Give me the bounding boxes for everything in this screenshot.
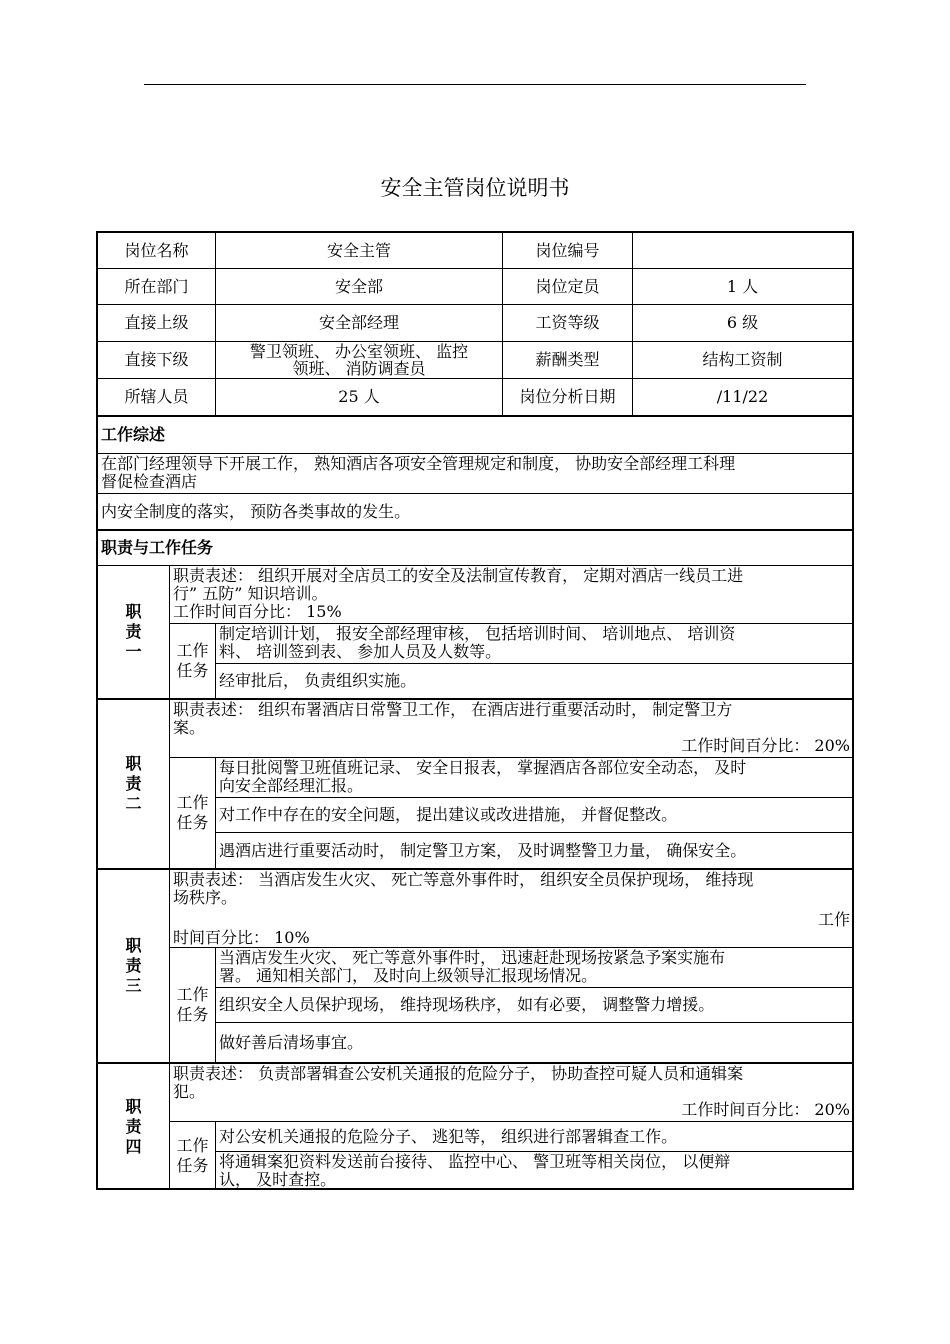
label-staff: 所辖人员 — [98, 379, 216, 417]
duty-1-task-1-line-2: 料、 培训签到表、 参加人员及人数等。 — [219, 642, 502, 661]
duty-2-task-label-text: 工作任务 — [176, 793, 209, 832]
duty-4-task-2 — [216, 1152, 852, 1190]
value-department: 安全部 — [216, 269, 503, 305]
value-staff: 25 人 — [216, 379, 503, 417]
duty-1-task-label — [170, 624, 216, 700]
duty-1-time-percentage: 工作时间百分比： 15% — [173, 602, 342, 621]
value-position-number — [633, 233, 852, 269]
duty-3-task-label — [170, 948, 216, 1064]
duty-3-description — [170, 870, 852, 948]
duty-4-desc-line-2: 犯。 — [173, 1082, 206, 1101]
duty-1-desc-line-2: 行” 五防” 知识培训。 — [173, 584, 328, 603]
duty-3-task-label-text: 工作任务 — [176, 985, 209, 1024]
duty-2-task-3: 遇酒店进行重要活动时， 制定警卫方案， 及时调整警卫力量， 确保安全。 — [216, 833, 852, 870]
value-subordinates — [216, 342, 503, 379]
label-subordinates: 直接下级 — [98, 342, 216, 379]
label-analysis-date: 岗位分析日期 — [503, 379, 633, 417]
duty-4-label-text: 职责四 — [125, 1097, 142, 1156]
job-description-table — [96, 231, 854, 1190]
duty-2-time-percentage: 工作时间百分比： 20% — [681, 736, 850, 755]
duty-4-label — [98, 1064, 170, 1190]
duty-4-task-1: 对公安机关通报的危险分子、 逃犯等， 组织进行部署辑查工作。 — [216, 1122, 852, 1152]
duty-3-task-2: 组织安全人员保护现场， 维持现场秩序， 如有必要， 调整警力增援。 — [216, 988, 852, 1023]
duty-3-desc-line-1: 职责表述： 当酒店发生火灾、 死亡等意外事件时， 组织安全员保护现场， 维持现 — [173, 870, 754, 889]
label-department: 所在部门 — [98, 269, 216, 305]
value-position-name: 安全主管 — [216, 233, 503, 269]
label-position-name: 岗位名称 — [98, 233, 216, 269]
duty-1-desc-line-1: 职责表述： 组织开展对全店员工的安全及法制宣传教育， 定期对酒店一线员工进 — [173, 566, 744, 585]
value-supervisor: 安全部经理 — [216, 305, 503, 342]
value-headcount: 1 人 — [633, 269, 852, 305]
duty-1-task-2: 经审批后， 负责组织实施。 — [216, 664, 852, 700]
duty-2-description — [170, 700, 852, 758]
duty-1-label — [98, 566, 170, 700]
label-position-number: 岗位编号 — [503, 233, 633, 269]
value-analysis-date: /11/22 — [633, 379, 852, 417]
duty-4-desc-line-1: 职责表述： 负责部署辑查公安机关通报的危险分子， 协助查控可疑人员和通辑案 — [173, 1064, 744, 1083]
duty-2-task-1-line-1: 每日批阅警卫班值班记录、 安全日报表， 掌握酒店各部位安全动态， 及时 — [219, 758, 747, 777]
duty-2-desc-line-1: 职责表述： 组织布署酒店日常警卫工作， 在酒店进行重要活动时， 制定警卫方 — [173, 700, 733, 719]
value-pay-grade: 6 级 — [633, 305, 852, 342]
header-rule — [144, 84, 806, 85]
duty-3-task-1 — [216, 948, 852, 988]
duty-1-task-1 — [216, 624, 852, 664]
duty-4-time-percentage: 工作时间百分比： 20% — [681, 1100, 850, 1119]
duty-3-task-3: 做好善后清场事宜。 — [216, 1023, 852, 1064]
duty-1-task-label-text: 工作任务 — [176, 641, 209, 680]
summary-line-1: 在部门经理领导下开展工作， 熟知酒店各项安全管理规定和制度， 协助安全部经理工科理 — [101, 454, 736, 473]
duty-4-description — [170, 1064, 852, 1122]
duty-3-time-percentage: 时间百分比： 10% — [173, 928, 310, 947]
duty-2-label — [98, 700, 170, 870]
duty-3-label — [98, 870, 170, 1064]
label-supervisor: 直接上级 — [98, 305, 216, 342]
duty-3-desc-line-2: 场秩序。 — [173, 888, 238, 907]
duty-3-time-label: 工作 — [817, 910, 850, 929]
value-salary-type: 结构工资制 — [633, 342, 852, 379]
summary-line-3: 内安全制度的落实， 预防各类事故的发生。 — [98, 494, 852, 531]
duty-4-task-2-line-1: 将通辑案犯资料发送前台接待、 监控中心、 警卫班等相关岗位， 以便辩 — [219, 1152, 731, 1171]
duty-1-description — [170, 566, 852, 624]
duty-2-task-1-line-2: 向安全部经理汇报。 — [219, 776, 364, 795]
subordinates-line-2: 领班、 消防调查员 — [292, 359, 426, 378]
duty-2-task-1 — [216, 758, 852, 798]
duty-4-task-label — [170, 1122, 216, 1190]
duty-1-label-text: 职责一 — [125, 602, 142, 661]
summary-text — [98, 454, 852, 494]
label-headcount: 岗位定员 — [503, 269, 633, 305]
duty-4-task-2-line-2: 认， 及时查控。 — [219, 1170, 337, 1189]
label-salary-type: 薪酬类型 — [503, 342, 633, 379]
duty-2-task-2: 对工作中存在的安全问题， 提出建议或改进措施， 并督促整改。 — [216, 798, 852, 833]
duty-4-task-label-text: 工作任务 — [176, 1136, 209, 1175]
duty-1-task-1-line-1: 制定培训计划， 报安全部经理审核， 包括培训时间、 培训地点、 培训资 — [219, 624, 736, 643]
label-pay-grade: 工资等级 — [503, 305, 633, 342]
duty-3-task-1-line-1: 当酒店发生火灾、 死亡等意外事件时， 迅速赶赴现场按紧急予案实施布 — [219, 948, 726, 967]
duty-2-label-text: 职责二 — [125, 754, 142, 813]
page-title: 安全主管岗位说明书 — [380, 176, 570, 200]
summary-line-2: 督促检查酒店 — [101, 472, 198, 491]
summary-heading: 工作综述 — [98, 417, 852, 454]
duty-2-task-label — [170, 758, 216, 870]
duties-heading: 职责与工作任务 — [98, 531, 852, 566]
subordinates-line-1: 警卫领班、 办公室领班、 监控 — [249, 342, 469, 361]
duty-2-desc-line-2: 案。 — [173, 718, 206, 737]
duty-3-task-1-line-2: 署。 通知相关部门， 及时向上级领导汇报现场情况。 — [219, 966, 598, 985]
duty-3-label-text: 职责三 — [125, 936, 142, 995]
